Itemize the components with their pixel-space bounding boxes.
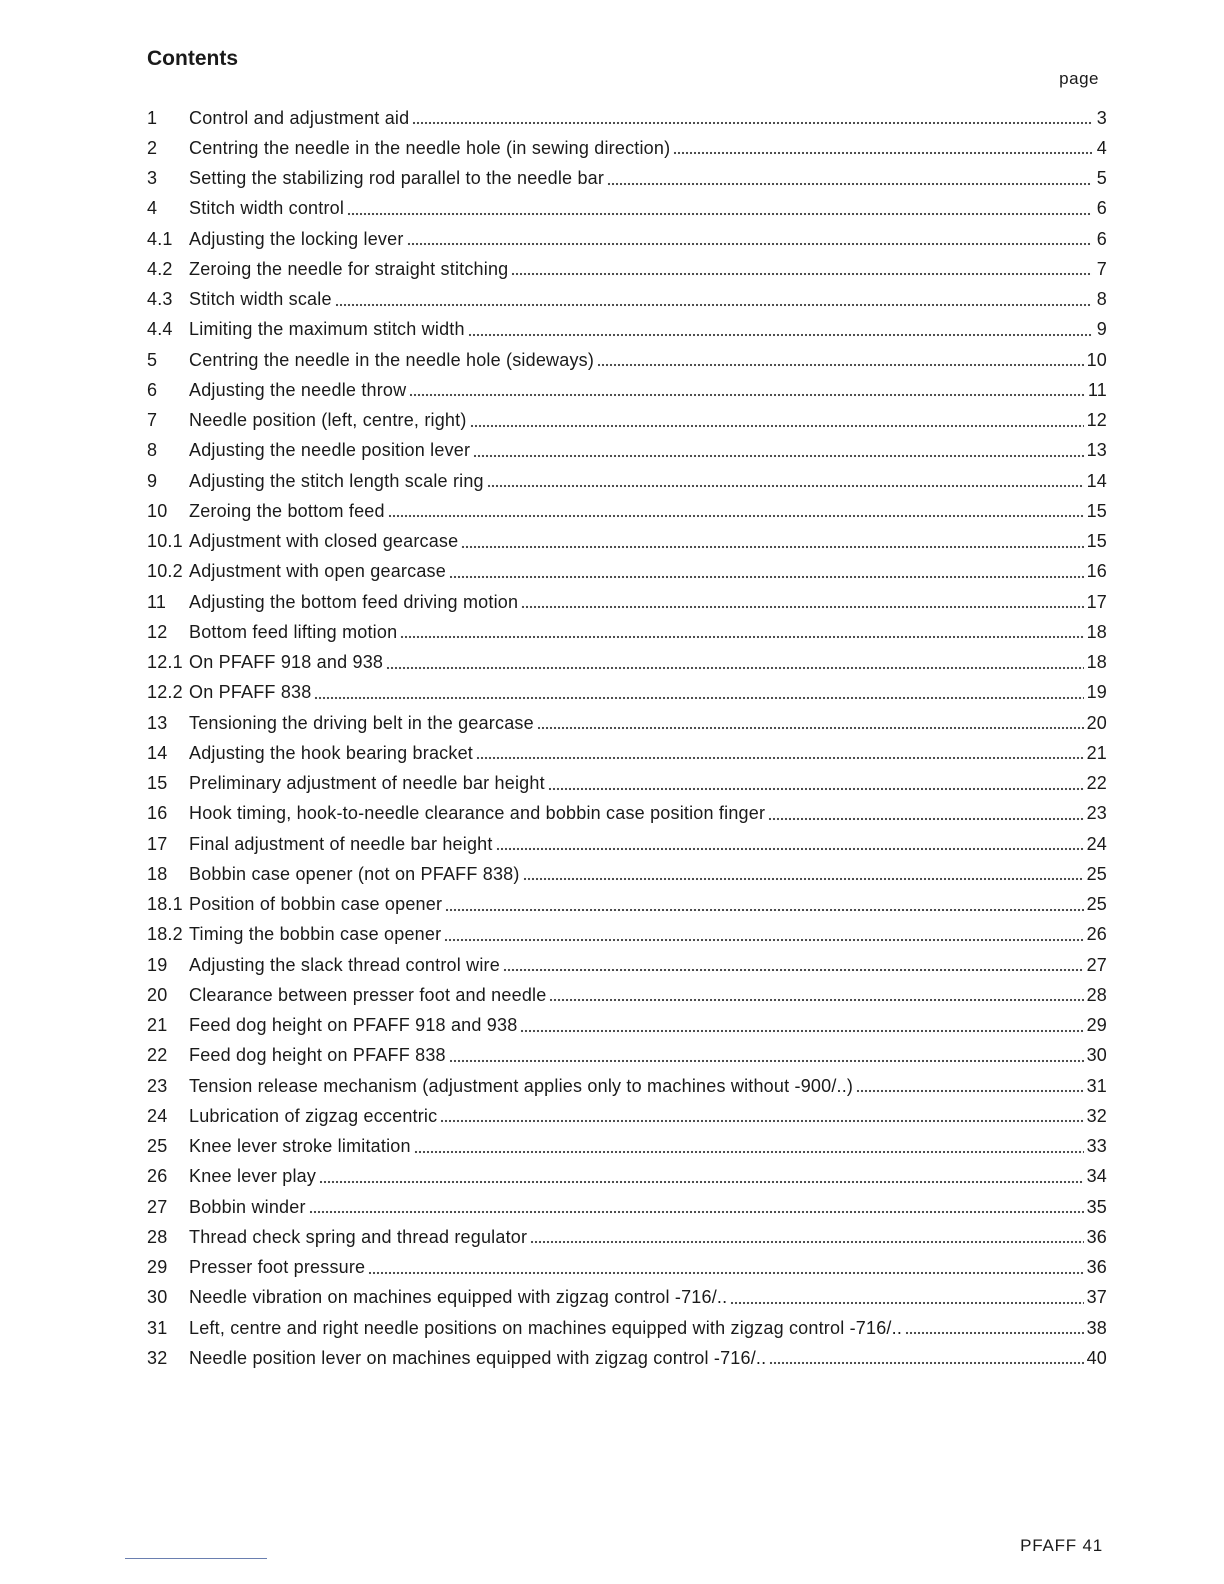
toc-entry-number: 30 (147, 1287, 168, 1308)
toc-entry[interactable] (147, 375, 1107, 405)
toc-entry-number: 13 (147, 712, 168, 733)
dot-leader (856, 1077, 1083, 1095)
dot-leader (597, 351, 1084, 369)
toc-entry-page: 30 (1086, 1045, 1107, 1066)
toc-entry-number: 18.2 (147, 924, 183, 945)
toc-entry-title: On PFAFF 838 (189, 682, 312, 703)
dot-leader (400, 623, 1083, 641)
toc-entry-title: Stitch width scale (189, 289, 332, 310)
toc-entry-page: 40 (1086, 1347, 1107, 1368)
dot-leader (521, 593, 1083, 611)
toc-entry-number: 11 (147, 591, 167, 612)
toc-entry[interactable] (147, 1283, 1107, 1313)
toc-entry-title: Limiting the maximum stitch width (189, 319, 465, 340)
toc-entry-page: 38 (1086, 1317, 1107, 1338)
toc-entry[interactable] (147, 285, 1107, 315)
toc-entry-page: 6 (1096, 198, 1107, 219)
toc-entry[interactable] (147, 859, 1107, 889)
dot-leader (496, 835, 1084, 853)
toc-entry-title: Position of bobbin case opener (189, 894, 443, 915)
toc-entry-title: Adjusting the bottom feed driving motion (189, 591, 519, 612)
dot-leader (537, 714, 1084, 732)
toc-entry[interactable] (147, 1313, 1107, 1343)
toc-entry-title: Lubrication of zigzag eccentric (189, 1105, 438, 1126)
toc-entry-title: On PFAFF 918 and 938 (189, 652, 384, 673)
toc-entry-page: 20 (1086, 712, 1107, 733)
toc-entry-title: Final adjustment of needle bar height (189, 833, 493, 854)
toc-entry[interactable] (147, 315, 1107, 345)
toc-entry-number: 4.1 (147, 228, 173, 249)
dot-leader (523, 865, 1084, 883)
dot-leader (470, 412, 1084, 430)
toc-entry[interactable] (147, 708, 1107, 738)
toc-entry-page: 6 (1096, 228, 1107, 249)
dot-leader (769, 1349, 1083, 1367)
dot-leader (487, 472, 1084, 490)
toc-entry-page: 27 (1086, 954, 1107, 975)
dot-leader (407, 230, 1092, 248)
toc-entry-page: 25 (1086, 894, 1107, 915)
toc-entry-title: Preliminary adjustment of needle bar height (189, 773, 545, 794)
dot-leader (445, 896, 1083, 914)
toc-entry-title: Bobbin winder (189, 1196, 306, 1217)
toc-entry-number: 2 (147, 137, 158, 158)
toc-entry-page: 32 (1086, 1105, 1107, 1126)
toc-entry-page: 3 (1096, 107, 1107, 128)
toc-entry-title: Centring the needle in the needle hole (sideways) (189, 349, 595, 370)
dot-leader (347, 200, 1092, 218)
toc-entry-page: 8 (1096, 289, 1107, 310)
toc-entry-number: 4.4 (147, 319, 173, 340)
toc-entry[interactable] (147, 194, 1107, 224)
toc-entry-number: 6 (147, 379, 158, 400)
toc-entry-title: Adjusting the locking lever (189, 228, 404, 249)
toc-entry-title: Feed dog height on PFAFF 838 (189, 1045, 446, 1066)
footer-divider (125, 1558, 267, 1559)
dot-leader (444, 926, 1083, 944)
toc-entry-title: Knee lever stroke limitation (189, 1136, 411, 1157)
dot-leader (409, 381, 1085, 399)
toc-entry[interactable] (147, 527, 1107, 557)
toc-entry-page: 22 (1086, 773, 1107, 794)
toc-entry-number: 32 (147, 1347, 168, 1368)
toc-entry-title: Tension release mechanism (adjustment applies only to machines without -900/..) (189, 1075, 854, 1096)
toc-entry-number: 16 (147, 803, 168, 824)
toc-entry[interactable] (147, 436, 1107, 466)
toc-entry-number: 23 (147, 1075, 168, 1096)
toc-entry-number: 8 (147, 440, 158, 461)
toc-entry-title: Thread check spring and thread regulator (189, 1226, 528, 1247)
toc-entry-page: 16 (1086, 561, 1107, 582)
toc-entry-title: Adjusting the stitch length scale ring (189, 470, 484, 491)
toc-entry-title: Bottom feed lifting motion (189, 621, 398, 642)
toc-entry-number: 3 (147, 168, 158, 189)
toc-entry-page: 24 (1086, 833, 1107, 854)
toc-entry-page: 9 (1096, 319, 1107, 340)
toc-entry-page: 17 (1086, 591, 1107, 612)
toc-entry-page: 4 (1096, 137, 1107, 158)
toc-entry-number: 4 (147, 198, 158, 219)
toc-entry-number: 18.1 (147, 894, 183, 915)
toc-entry[interactable] (147, 1132, 1107, 1162)
toc-entry-page: 23 (1086, 803, 1107, 824)
toc-entry-number: 17 (147, 833, 168, 854)
toc-entry-title: Stitch width control (189, 198, 345, 219)
toc-entry[interactable] (147, 738, 1107, 768)
toc-entry-number: 29 (147, 1257, 168, 1278)
toc-entry[interactable] (147, 406, 1107, 436)
toc-entry-page: 12 (1086, 410, 1107, 431)
toc-entry-title: Feed dog height on PFAFF 918 and 938 (189, 1015, 518, 1036)
toc-entry-number: 25 (147, 1136, 168, 1157)
toc-entry-page: 37 (1086, 1287, 1107, 1308)
dot-leader (607, 170, 1092, 188)
toc-entry-title: Adjusting the hook bearing bracket (189, 742, 473, 763)
dot-leader (905, 1319, 1084, 1337)
toc-entry-number: 12 (147, 621, 168, 642)
page-column-label: page (1059, 69, 1099, 88)
toc-entry[interactable] (147, 617, 1107, 647)
toc-entry-number: 5 (147, 349, 158, 370)
dot-leader (548, 775, 1084, 793)
toc-entry[interactable] (147, 224, 1107, 254)
toc-entry[interactable] (147, 345, 1107, 375)
toc-entry-page: 10 (1086, 349, 1107, 370)
toc-entry[interactable] (147, 557, 1107, 587)
toc-entry-title: Setting the stabilizing rod parallel to the needle bar (189, 168, 605, 189)
dot-leader (449, 563, 1084, 581)
dot-leader (449, 1047, 1084, 1065)
dot-leader (520, 1017, 1083, 1035)
toc-entry-title: Needle position (left, centre, right) (189, 410, 467, 431)
toc-entry-title: Centring the needle in the needle hole (in sewing direction) (189, 137, 671, 158)
toc-entry-number: 10.2 (147, 561, 183, 582)
toc-entry-number: 19 (147, 954, 168, 975)
toc-entry-page: 19 (1086, 682, 1107, 703)
toc-entry[interactable] (147, 254, 1107, 284)
toc-entry[interactable] (147, 1071, 1107, 1101)
toc-entry[interactable] (147, 1253, 1107, 1283)
toc-entry-title: Presser foot pressure (189, 1257, 366, 1278)
toc-entry-page: 18 (1086, 621, 1107, 642)
toc-entry[interactable] (147, 1343, 1107, 1373)
dot-leader (414, 1138, 1084, 1156)
dot-leader (440, 1107, 1083, 1125)
dot-leader (386, 654, 1083, 672)
toc-entry-number: 10 (147, 500, 168, 521)
toc-entry-page: 15 (1086, 531, 1107, 552)
toc-entry[interactable] (147, 890, 1107, 920)
toc-entry[interactable] (147, 980, 1107, 1010)
toc-entry-page: 36 (1086, 1257, 1107, 1278)
toc-entry[interactable] (147, 1101, 1107, 1131)
toc-entry-number: 12.2 (147, 682, 183, 703)
toc-entry-title: Adjusting the needle position lever (189, 440, 471, 461)
toc-entry-title: Zeroing the bottom feed (189, 500, 385, 521)
toc-entry-title: Timing the bobbin case opener (189, 924, 442, 945)
dot-leader (468, 321, 1092, 339)
toc-entry-title: Control and adjustment aid (189, 107, 410, 128)
toc-entry-number: 4.2 (147, 258, 173, 279)
toc-entry-page: 28 (1086, 984, 1107, 1005)
toc-entry-number: 14 (147, 742, 168, 763)
toc-entry[interactable] (147, 1192, 1107, 1222)
toc-entry-page: 34 (1086, 1166, 1107, 1187)
toc-entry[interactable] (147, 1011, 1107, 1041)
toc-entry-title: Tensioning the driving belt in the gearcase (189, 712, 534, 733)
toc-entry[interactable] (147, 103, 1107, 133)
toc-entry-title: Adjusting the slack thread control wire (189, 954, 500, 975)
toc-entry-number: 4.3 (147, 289, 173, 310)
dot-leader (549, 986, 1083, 1004)
toc-entry-page: 26 (1086, 924, 1107, 945)
toc-entry-page: 25 (1086, 863, 1107, 884)
dot-leader (476, 744, 1084, 762)
toc-entry[interactable] (147, 164, 1107, 194)
toc-entry-number: 12.1 (147, 652, 183, 673)
footer-label: PFAFF 41 (1020, 1536, 1103, 1555)
toc-entry-page: 18 (1086, 652, 1107, 673)
toc-entry-number: 28 (147, 1226, 168, 1247)
dot-leader (673, 139, 1092, 157)
toc-entry-number: 26 (147, 1166, 168, 1187)
toc-entry[interactable] (147, 950, 1107, 980)
dot-leader (368, 1259, 1083, 1277)
dot-leader (314, 684, 1083, 702)
toc-entry[interactable] (147, 587, 1107, 617)
toc-entry[interactable] (147, 1222, 1107, 1252)
toc-entry-page: 31 (1086, 1075, 1107, 1096)
toc-entry-title: Left, centre and right needle positions on machines equipped with zigzag control -716/.. (189, 1317, 903, 1338)
toc-entry[interactable] (147, 496, 1107, 526)
dot-leader (768, 805, 1083, 823)
toc-entry[interactable] (147, 466, 1107, 496)
dot-leader (309, 1198, 1084, 1216)
dot-leader (473, 442, 1083, 460)
toc-entry-title: Zeroing the needle for straight stitching (189, 258, 509, 279)
toc-entry-page: 21 (1086, 742, 1107, 763)
toc-entry-number: 20 (147, 984, 168, 1005)
toc-entry-page: 11 (1087, 379, 1107, 400)
toc-entry-number: 9 (147, 470, 158, 491)
toc-entry[interactable] (147, 648, 1107, 678)
page-title: Contents (147, 47, 238, 70)
toc-entry-title: Bobbin case opener (not on PFAFF 838) (189, 863, 520, 884)
dot-leader (412, 109, 1092, 127)
toc-entry-title: Clearance between presser foot and needle (189, 984, 547, 1005)
toc-entry-number: 18 (147, 863, 168, 884)
dot-leader (730, 1289, 1083, 1307)
toc-entry[interactable] (147, 678, 1107, 708)
toc-entry-number: 22 (147, 1045, 168, 1066)
toc-entry-number: 10.1 (147, 531, 183, 552)
toc-entry[interactable] (147, 133, 1107, 163)
dot-leader (319, 1168, 1084, 1186)
table-of-contents (147, 103, 1107, 1374)
dot-leader (461, 533, 1083, 551)
toc-entry[interactable] (147, 799, 1107, 829)
toc-entry[interactable] (147, 769, 1107, 799)
toc-entry-number: 24 (147, 1105, 168, 1126)
toc-entry-page: 29 (1086, 1015, 1107, 1036)
toc-entry-number: 27 (147, 1196, 168, 1217)
toc-entry-page: 5 (1096, 168, 1107, 189)
toc-entry-title: Needle position lever on machines equipped with zigzag control -716/.. (189, 1347, 767, 1368)
dot-leader (503, 956, 1084, 974)
toc-entry[interactable] (147, 1162, 1107, 1192)
toc-entry[interactable] (147, 920, 1107, 950)
toc-entry-title: Knee lever play (189, 1166, 317, 1187)
toc-entry-title: Adjustment with open gearcase (189, 561, 446, 582)
toc-entry-title: Adjusting the needle throw (189, 379, 407, 400)
dot-leader (511, 260, 1092, 278)
toc-entry-number: 31 (147, 1317, 168, 1338)
toc-entry-page: 7 (1096, 258, 1107, 279)
toc-entry-title: Adjustment with closed gearcase (189, 531, 459, 552)
toc-entry-number: 15 (147, 773, 168, 794)
toc-entry-number: 7 (147, 410, 158, 431)
toc-entry-page: 13 (1086, 440, 1107, 461)
toc-entry-page: 14 (1086, 470, 1107, 491)
toc-entry-page: 33 (1086, 1136, 1107, 1157)
dot-leader (335, 291, 1092, 309)
toc-entry-number: 1 (147, 107, 158, 128)
toc-entry-page: 35 (1086, 1196, 1107, 1217)
toc-entry-page: 15 (1086, 500, 1107, 521)
dot-leader (388, 502, 1084, 520)
dot-leader (530, 1228, 1083, 1246)
toc-entry-number: 21 (147, 1015, 168, 1036)
toc-entry-title: Hook timing, hook-to-needle clearance and bobbin case position finger (189, 803, 766, 824)
toc-entry[interactable] (147, 1041, 1107, 1071)
toc-entry-page: 36 (1086, 1226, 1107, 1247)
toc-entry[interactable] (147, 829, 1107, 859)
toc-entry-title: Needle vibration on machines equipped with zigzag control -716/.. (189, 1287, 728, 1308)
